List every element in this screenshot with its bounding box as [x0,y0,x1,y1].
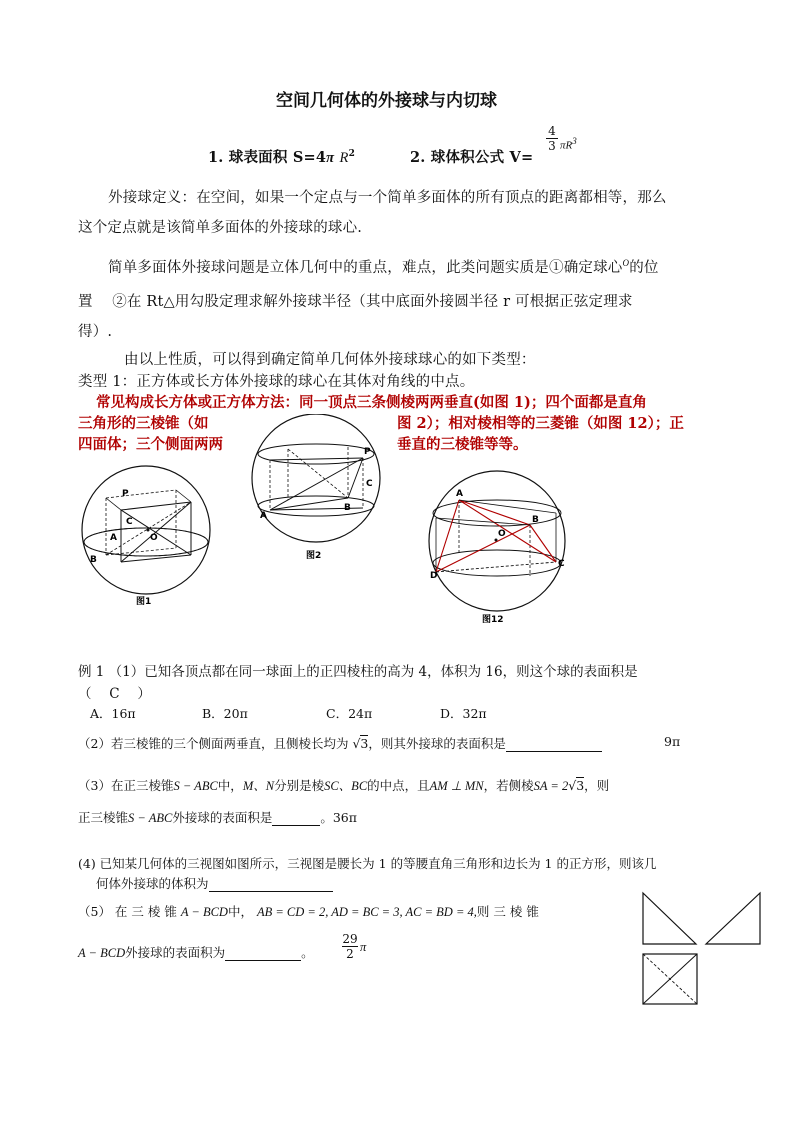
problem-line-2: 置 ②在 Rt△用勾股定理求解外接球半径（其中底面外接圆半径 r 可根据正弦定理求 [78,294,633,310]
math-expression: SA = 2 [533,779,569,793]
example-1-q3-line-2 [78,808,357,826]
center-symbol: O [622,258,630,269]
q2-text: ，则其外接球的表面积是 [368,736,506,751]
figure-12-caption: 图12 [482,615,504,625]
q3-text: ，则 [584,778,610,793]
label-O: O [498,529,506,539]
red-line-3-right: 垂直的三棱锥等等。 [397,436,528,453]
edge-BC [530,525,556,562]
page-title: 空间几何体的外接球与内切球 [276,91,497,111]
q5-text: 中， [227,904,253,919]
q3-text: 正三棱锥 [78,810,129,825]
box-edge [106,490,176,498]
figure-12 [426,468,568,628]
math-expression: M、N [242,779,275,793]
answer-blank [272,811,320,826]
edge-AB [459,500,530,525]
edge [121,502,191,562]
exponent: 3 [572,136,577,146]
figure-2-caption: 图2 [306,551,322,561]
option-c: C．24π [326,706,373,721]
label-C: C [126,517,133,527]
math-expression: AB = CD = 2, AD = BC = 3, AC = BD = 4, [256,905,477,919]
box-edge [106,498,121,510]
label-C: C [558,559,565,569]
problem-line-1 [108,256,659,277]
label-A: A [456,489,463,499]
radius-symbol: R [339,150,349,166]
pi-symbol: π [326,150,335,166]
q5-text: 则 三 棱 锥 [476,904,539,919]
box-top [459,500,556,513]
top-circle [258,444,374,464]
front-view-triangle [643,893,696,944]
option-b: B．20π [202,706,248,721]
edge [288,449,348,498]
volume-fraction [546,124,558,153]
volume-pi-r [560,136,577,152]
red-line-3-left: 四面体；三个侧面两两 [78,436,223,453]
example-1-q4-line-2 [96,874,333,892]
definition-line-1: 外接球定义：在空间，如果一个定点与一个简单多面体的所有顶点的距离都相等，那么 [108,190,667,206]
red-line-2-right: 图 2）；相对棱相等的三菱锥（如图 12）；正 [397,415,684,432]
figure-1-caption: 图1 [136,597,152,607]
surface-area-formula: 1. 球表面积 S=4 [208,149,327,166]
type-1: 类型 1：正方体或长方体外接球的球心在其体对角线的中点。 [78,374,475,390]
label-B: B [90,555,97,565]
example-1-q5-line-1 [78,902,539,920]
label-B: B [344,503,351,513]
pi-symbol: π [560,139,566,152]
label-O: O [150,533,158,543]
q2-answer: 9π [664,734,681,749]
fraction-denominator: 3 [546,138,558,153]
problem-text: 简单多面体外接球问题是立体几何中的重点，难点，此类问题实质是①确定球心 [108,260,623,276]
figure-2 [248,414,384,564]
q3-text: （3）在正三棱锥 [78,778,174,793]
edge [270,458,363,460]
figure-1 [76,460,216,610]
edge-AD [436,500,459,572]
option-a: A．16π [90,706,136,721]
answer-blank [209,877,333,892]
example-1-q3-line-1 [78,776,609,794]
types-intro: 由以上性质，可以得到确定简单几何体外接球球心的如下类型： [124,352,536,368]
label-P: P [122,489,129,499]
red-line-2-left: 三角形的三棱锥（如 [78,415,209,432]
example-1-q4-line-1: (4) 已知某几何体的三视图如图所示，三视图是腰长为 1 的等腰直角三角形和边长为 1 的正方形，则该几 [78,856,657,871]
fraction-denominator: 2 [342,946,358,961]
q5-text: 。 [301,945,314,960]
label-A: A [110,533,117,543]
q3-text: 的中点，且 [367,778,430,793]
q3-text: 外接球的表面积是 [172,810,273,825]
q5-answer-fraction [342,932,358,961]
math-expression: A − BCD [78,946,126,960]
label-A: A [260,511,267,521]
center-point [147,529,150,532]
box-edge [176,490,191,502]
math-expression: S − ABC [128,811,173,825]
sqrt-symbol: √3 [568,778,585,793]
bottom-circle [258,496,374,516]
radius-symbol: R [565,139,573,152]
option-d: D．32π [440,706,487,721]
sqrt-value: 3 [576,778,585,793]
math-expression: SC、BC [324,779,368,793]
volume-label: 2. 球体积公式 V= [410,149,534,166]
q5-text: （5） 在 三 棱 锥 [78,904,177,919]
example-1-q2 [78,734,602,752]
red-line-1: 常见构成长方体或正方体方法：同一顶点三条侧棱两两垂直(如图 1)；四个面都是直角 [96,394,647,411]
volume-formula [410,146,533,167]
answer-blank [506,737,602,752]
formula-line [208,146,355,167]
edge [348,458,363,498]
example-1-q5-line-2 [78,943,314,961]
sphere-outline [252,414,380,542]
q5-text: 外接球的表面积为 [125,945,226,960]
fraction-numerator: 29 [342,932,358,946]
label-D: D [430,571,438,581]
math-expression: AM ⊥ MN [429,779,484,793]
label-C: C [366,479,373,489]
side-view-triangle [706,893,760,944]
math-expression: A − BCD [180,905,228,919]
example-1-q1-line-2: （ C ） [78,686,151,702]
q3-text: 分别是棱 [274,778,325,793]
problem-text: 的位 [629,260,659,276]
fraction-numerator: 4 [548,124,556,138]
q4-text: 何体外接球的体积为 [96,876,209,891]
q5-answer-pi: π [360,940,367,954]
definition-line-2: 这个定点就是该简单多面体的外接球的球心. [78,220,363,236]
sqrt-value: 3 [360,736,369,751]
label-P: P [364,447,371,457]
three-view-diagram [640,890,790,1008]
q3-text: ，若侧棱 [483,778,534,793]
math-expression: S − ABC [173,779,218,793]
q3-answer: 。36π [320,810,357,825]
q2-text: （2）若三棱锥的三个侧面两垂直，且侧棱长均为 [78,736,349,751]
example-1-q1-line-1: 例 1 （1）已知各顶点都在同一球面上的正四棱柱的高为 4，体积为 16，则这个球的表面积是 [78,664,638,680]
problem-line-3: 得）. [78,324,113,340]
q3-text: 中， [217,778,243,793]
sqrt-symbol: √3 [352,736,369,751]
label-B: B [532,515,539,525]
answer-blank [225,946,301,961]
diagonal [106,548,176,555]
exponent: 2 [348,149,356,160]
